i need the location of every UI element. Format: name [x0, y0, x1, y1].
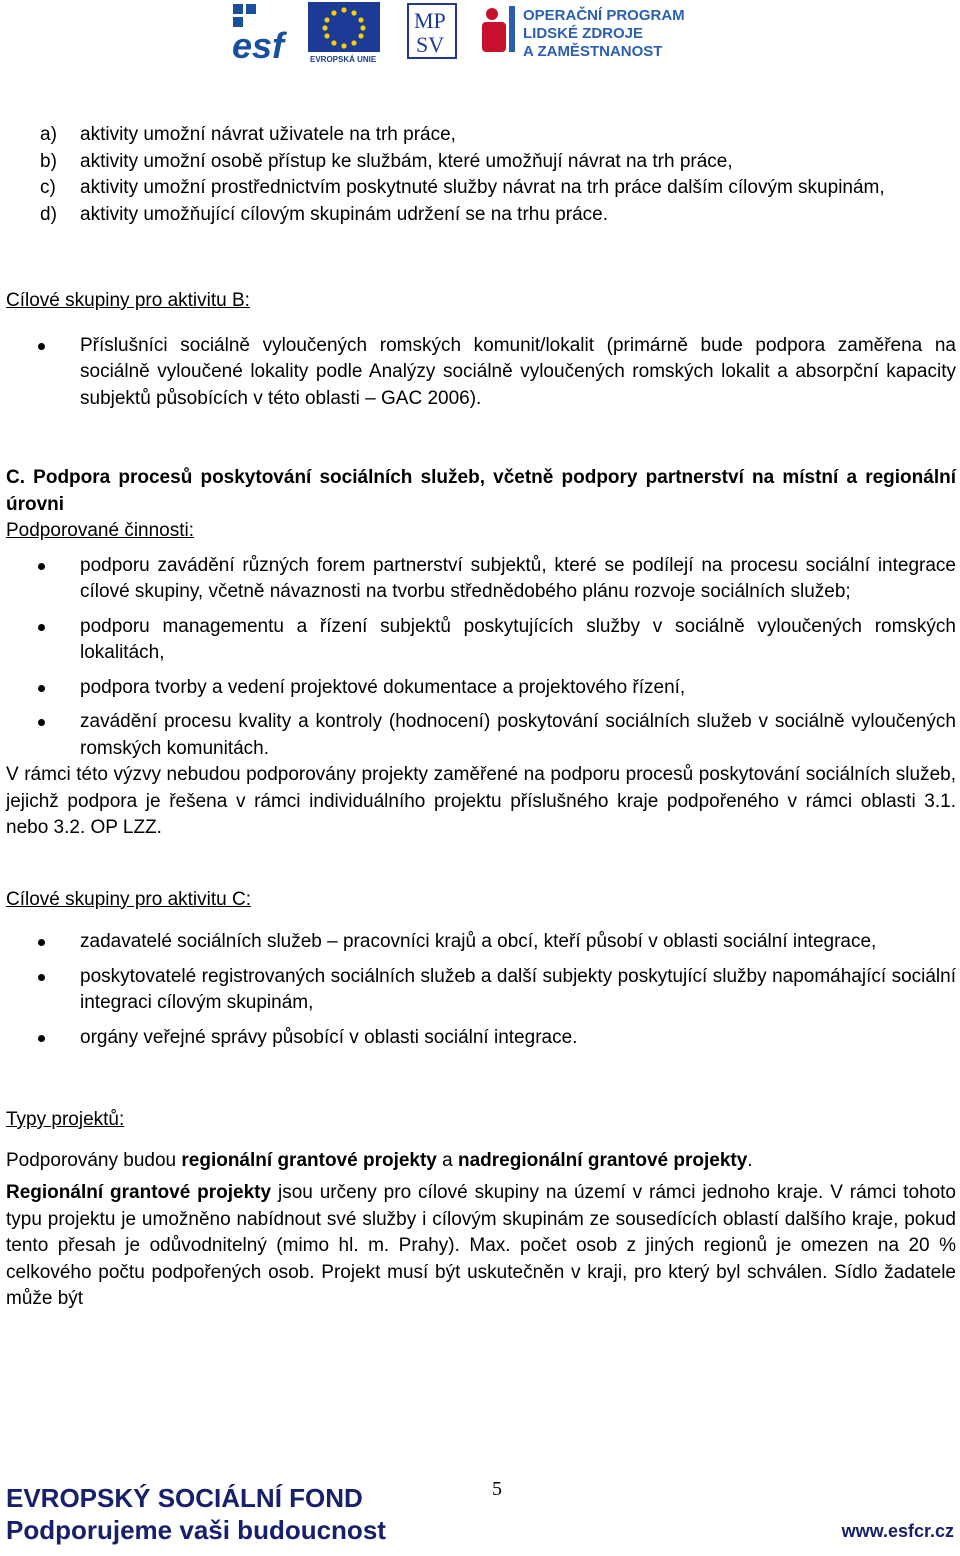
list-label: b) [40, 150, 57, 172]
op-line1: OPERAČNÍ PROGRAM [523, 7, 685, 24]
esf-logo [232, 4, 287, 64]
text-run: Podporovány budou [6, 1149, 182, 1171]
section-types-heading: Typy projektů: [6, 1109, 125, 1130]
list-text: aktivity umožní návrat uživatele na trh práce, [80, 124, 456, 145]
mpsv-top-text: MP [414, 8, 446, 33]
text-run-bold: Regionální grantové projekty [6, 1182, 272, 1203]
bullet-item: podporu managementu a řízení subjektů poskytujících služby v sociálně vyloučených romských lokalitách, [6, 614, 956, 667]
list-text: aktivity umožňující cílovým skupinám udržení se na trhu práce. [80, 203, 609, 225]
eu-flag-logo [308, 2, 380, 64]
list-label: a) [40, 124, 57, 145]
section-b-heading: Cílové skupiny pro aktivitu B: [6, 290, 250, 311]
list-item [6, 175, 956, 202]
footer-url: www.esfcr.cz [841, 1521, 954, 1541]
section-c-targets-list [6, 929, 956, 1051]
bullet-item: podpora tvorby a vedení projektové dokumentace a projektového řízení, [6, 675, 956, 702]
esf-logo-text: esf [232, 25, 285, 64]
section-c-note: V rámci této výzvy nebudou podporovány projekty zaměřené na podporu procesů poskytování sociálních služeb, jejichž podpora je řešena v rámci individuálního projektu příslušného kraje podpořeného v rámci oblasti 3.1. nebo 3.2. OP LZZ. [6, 764, 956, 838]
op-line3: A ZAMĚSTNANOST [523, 43, 663, 60]
bullet-item: orgány veřejné správy působící v oblasti sociální integrace. [6, 1025, 956, 1052]
section-c-subheading: Podporované činnosti: [6, 520, 195, 541]
section-c-targets-heading: Cílové skupiny pro aktivitu C: [6, 888, 251, 910]
mpsv-bottom-text: SV [416, 32, 445, 57]
footer-title: EVROPSKÝ SOCIÁLNÍ FOND [6, 1483, 363, 1513]
intro-list [6, 122, 956, 228]
list-item [6, 122, 956, 149]
list-text: aktivity umožní prostřednictvím poskytnuté služby návrat na trh práce dalším cílovým skupinám, [80, 177, 885, 198]
list-label: d) [40, 203, 57, 225]
section-types-p2 [6, 1180, 956, 1313]
bullet-item: Příslušníci sociálně vyloučených romských komunit/lokalit (primárně bude podpora zaměřena na sociálně vyloučené lokality podle Analýzy sociálně vyloučených romských lokalit a absorpční kapacity subjektů působících v této oblasti – GAC 2006). [6, 333, 956, 413]
eu-label: EVROPSKÁ UNIE [310, 55, 377, 64]
text-run-bold: nadregionální grantové projekty [458, 1149, 748, 1171]
bullet-item: zavádění procesu kvality a kontroly (hodnocení) poskytování sociálních služeb v sociálně vyloučených romských komunitách. [6, 709, 956, 762]
text-run: . [747, 1149, 753, 1171]
footer-left [6, 1482, 386, 1546]
section-c-heading: C. Podpora procesů poskytování sociálních služeb, včetně podpory partnerství na místní a regionální úrovni [6, 467, 956, 515]
op-lzz-logo [482, 6, 685, 60]
page-number: 5 [492, 1478, 502, 1500]
mpsv-logo [408, 4, 456, 58]
text-run: a [436, 1149, 458, 1171]
list-item [6, 149, 956, 176]
op-line2: LIDSKÉ ZDROJE [523, 25, 644, 42]
document-body [6, 122, 956, 1313]
list-text: aktivity umožní osobě přístup ke službám, které umožňují návrat na trh práce, [80, 150, 733, 172]
text-run-bold: regionální grantové projekty [181, 1149, 437, 1171]
bullet-item: zadavatelé sociálních služeb – pracovníci krajů a obcí, kteří působí v oblasti sociální integrace, [6, 929, 956, 956]
list-item [6, 202, 956, 229]
bullet-item: podporu zavádění různých forem partnerství subjektů, které se podílejí na procesu sociální integrace cílové skupiny, včetně návaznosti na tvorbu střednědobého plánu rozvoje sociálních služeb; [6, 553, 956, 606]
list-label: c) [40, 177, 56, 198]
section-c-list [6, 553, 956, 763]
section-types-p1 [6, 1148, 956, 1175]
text-run: jsou určeny pro cílové skupiny na území v rámci jednoho kraje. V rámci tohoto typu projektu je umožněno nabídnout své služby i cílovým skupinám ze sousedících oblastí dalšího kraje, pokud tento přesah je odůvodnitelný (mimo hl. m. Prahy). Max. počet osob z jiných regionů je omezen na 20 % celkového počtu podpořených osob. Projekt musí být uskutečněn v kraji, pro který byl schválen. Sídlo žadatele může být [6, 1182, 956, 1309]
header-logos [230, 0, 710, 64]
section-b-list [6, 333, 956, 413]
footer-slogan: Podporujeme vaši budoucnost [6, 1515, 386, 1545]
bullet-item: poskytovatelé registrovaných sociálních služeb a další subjekty poskytující služby napomáhající sociální integraci cílovým skupinám, [6, 964, 956, 1017]
